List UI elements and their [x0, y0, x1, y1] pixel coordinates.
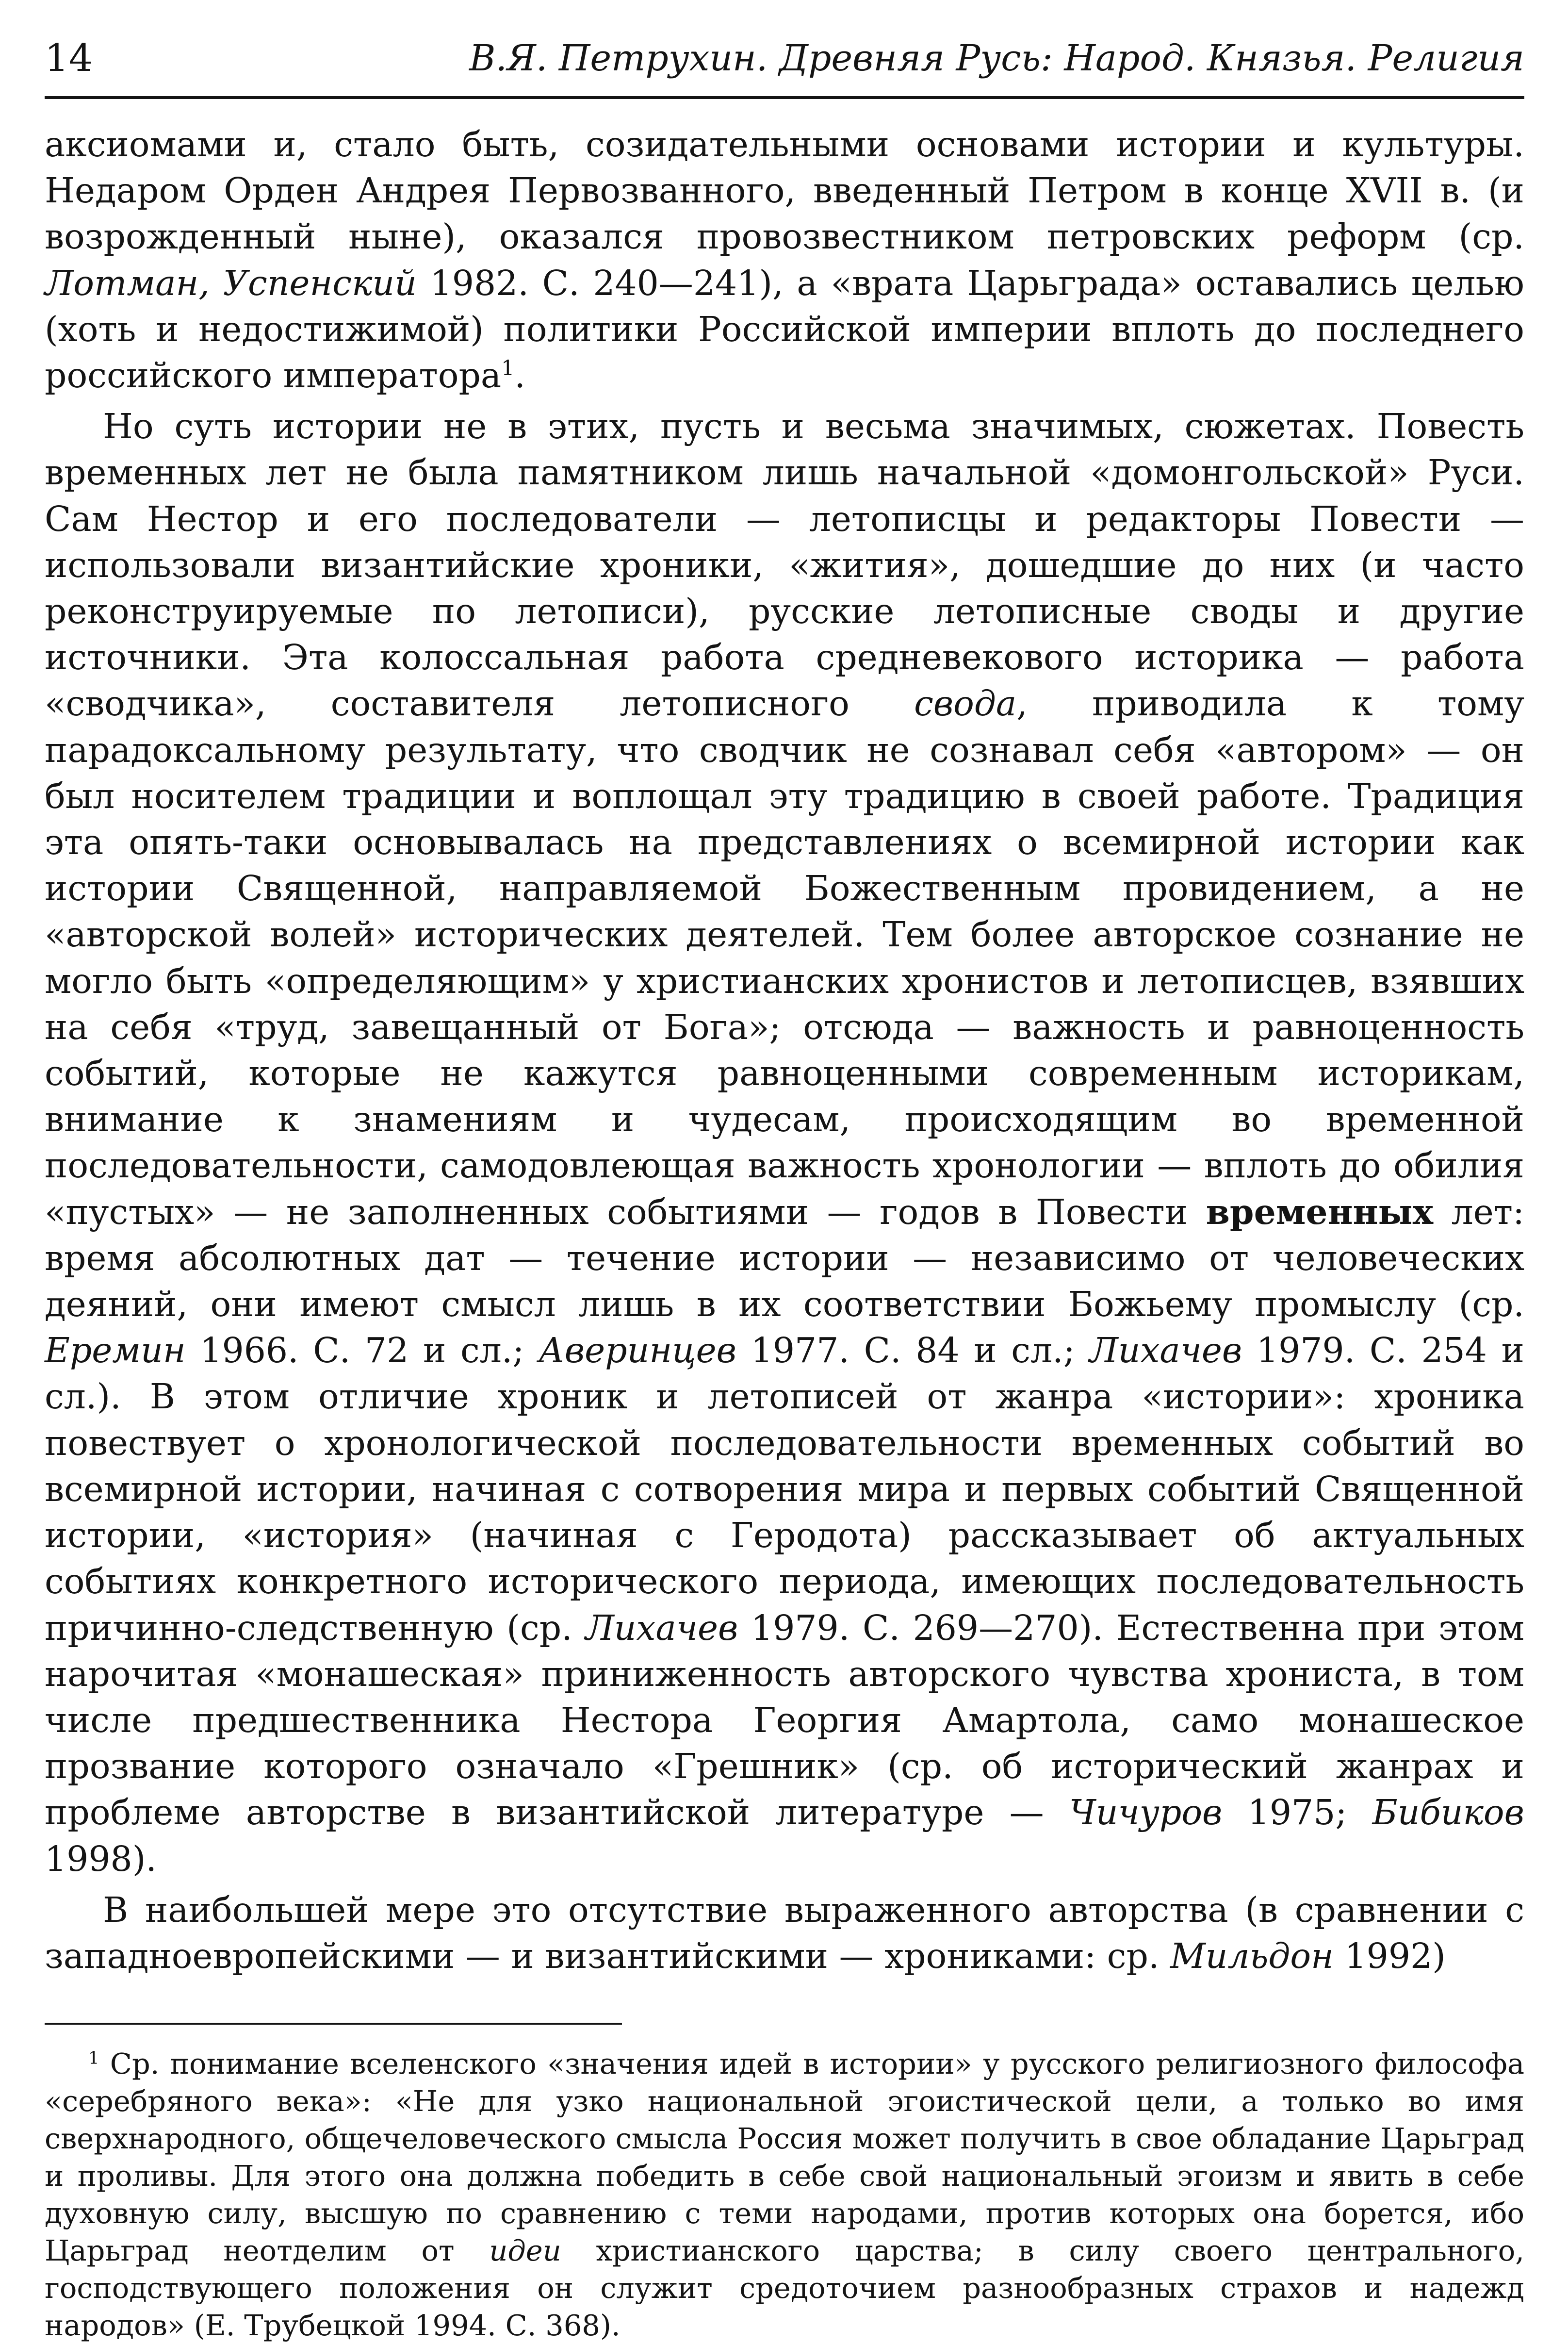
text-run: христианского царства; в силу своего центрального, господствующего положения он служит средоточием разнообразных страхов и надежд народов» (Е. Трубецкой 1994. С. 368).	[45, 2234, 1524, 2343]
text-run: 1998).	[45, 1838, 157, 1879]
book-page	[45, 29, 1524, 2344]
text-run: 1977. С. 84 и сл.;	[736, 1330, 1090, 1371]
footnote-ref[interactable]: 1	[501, 356, 515, 381]
footnote-marker: 1	[88, 2048, 99, 2068]
header-rule	[45, 96, 1524, 99]
text-run: Ср. понимание вселенского «значения идей в истории» у русского религиозного философа «серебряного века»: «Не для узко национальной эгоистической цели, а только во имя сверхнародного, общечеловеческого смысла Россия может получить в свое обладание Царьград и проливы. Для этого она должна победить в себе свой национальный эгоизм и явить в себе духовную силу, высшую по сравнению с теми народами, против которых она борется, ибо Царьград неотделим от	[45, 2047, 1524, 2268]
citation-author: Аверинцев	[539, 1330, 736, 1371]
text-run: .	[514, 355, 525, 396]
paragraph-1	[45, 121, 1524, 398]
citation-author: Мильдон	[1170, 1935, 1334, 1976]
citation-author: Бибиков	[1372, 1792, 1524, 1833]
text-run: лет: время абсолютных дат — течение истории — независимо от человеческих деяний, они имеют смысл лишь в их соответствии Божьему промыслу (ср.	[45, 1191, 1525, 1325]
text-run: 1979. С. 269—270). Естественна при этом нарочитая «монашеская» приниженность авторского чувства хрониста, в том числе предшественника Нестора Георгия Амартола, само монашеское прозвание которого означало «Грешник» (ср. об исторический жанрах и проблеме авторстве в византийской литературе —	[45, 1607, 1524, 1833]
text-run: 1992)	[1333, 1935, 1446, 1976]
citation-author: Чичуров	[1069, 1792, 1223, 1833]
text-run: 1975;	[1222, 1792, 1372, 1833]
text-run: 1982. С. 240—241), а «врата Царьграда» оставались целью (хоть и недостижимой) политики Российской империи вплоть до последнего российского императора	[45, 263, 1524, 396]
text-run: Но суть истории не в этих, пусть и весьма значимых, сюжетах. Повесть временных лет не была памятником лишь начальной «домонгольской» Руси. Сам Нестор и его последователи — летописцы и редакторы Повести — использовали византийские хроники, «жития», дошедшие до них (и часто реконструируемые по летописи), русские летописные своды и другие источники. Эта колоссальная работа средневекового историка — работа «сводчика», составителя летописного	[45, 406, 1524, 724]
footnote	[45, 2045, 1524, 2344]
emphasis-text: свода	[914, 683, 1017, 724]
citation-author: Еремин	[45, 1330, 186, 1371]
running-head	[45, 29, 1524, 87]
paragraph-3	[45, 1887, 1524, 1979]
citation-author: Лихачев	[585, 1607, 738, 1648]
bold-text: временных	[1206, 1191, 1434, 1232]
text-run: , приводила к тому парадоксальному результату, что сводчик не сознавал себя «автором» — он был носителем традиции и воплощал эту традицию в своей работе. Традиция эта опять-таки основывалась на представлениях о всемирной истории как истории Священной, направляемой Божественным провидением, а не «авторской волей» исторических деятелей. Тем более авторское сознание не могло быть «определяющим» у христианских хронистов и летописцев, взявших на себя «труд, завещанный от Бога»; отсюда — важность и равноценность событий, которые не кажутся равноценными современным историкам, внимание к знамениям и чудесам, происходящим во временной последовательности, самодовлеющая важность хронологии — вплоть до обилия «пустых» — не заполненных событиями — годов в Повести	[45, 683, 1524, 1232]
citation-author: Лотман, Успенский	[45, 263, 417, 303]
main-text	[45, 121, 1524, 1979]
running-title: В.Я. Петрухин. Древняя Русь: Народ. Князья. Религия	[469, 37, 1524, 79]
emphasis-text: идеи	[489, 2234, 561, 2268]
footnote-rule	[45, 2023, 622, 2025]
page-number: 14	[45, 36, 93, 80]
text-run: 1979. С. 254 и сл.). В этом отличие хроник и летописей от жанра «истории»: хроника повествует о хронологической последовательности временных событий во всемирной истории, начиная с сотворения мира и первых событий Священной истории, «история» (начиная с Геродота) рассказывает об актуальных событиях конкретного исторического периода, имеющих последовательность причинно-следственную (ср.	[45, 1330, 1525, 1648]
text-run: В наибольшей мере это отсутствие выраженного авторства (в сравнении с западноевропейскими — и византийскими — хрониками: ср.	[45, 1889, 1524, 1976]
text-run: аксиомами и, стало быть, созидательными основами истории и культуры. Недаром Орден Андрея Первозванного, введенный Петром в конце XVII в. (и возрожденный ныне), оказался провозвестником петровских реформ (ср.	[45, 124, 1524, 257]
paragraph-2	[45, 403, 1524, 1882]
text-run: 1966. С. 72 и сл.;	[185, 1330, 539, 1371]
citation-author: Лихачев	[1089, 1330, 1242, 1371]
footnote-1	[45, 2045, 1524, 2344]
